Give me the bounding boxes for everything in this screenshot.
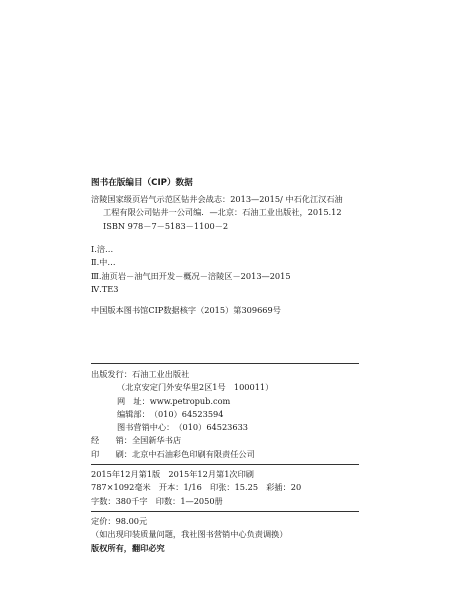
web-link[interactable]: www.petropub.com	[149, 395, 231, 406]
price-block	[91, 515, 381, 555]
cip-desc-line-1: 涪陵国家级页岩气示范区钻井会战志：2013—2015/ 中石化江汉石油	[91, 194, 343, 204]
distributor-row	[91, 434, 381, 447]
printer-row	[91, 448, 381, 461]
publisher-row	[91, 368, 381, 381]
distributor-value: 全国新华书店	[131, 435, 182, 446]
copyright-notice: 版权所有，翻印必究	[91, 542, 165, 553]
price-line: 定价：98.00元	[91, 516, 148, 526]
edition-line-3: 字数：380千字 印数：1—2050册	[91, 495, 223, 506]
cip-heading: 图书在版编目（CIP）数据	[91, 178, 193, 188]
publisher-web-row	[91, 395, 381, 408]
divider-middle	[91, 464, 359, 465]
cip-classification	[91, 243, 381, 296]
divider-bottom	[91, 511, 359, 512]
sales-label: 图书营销中心：	[117, 422, 175, 433]
printer-label: 印 刷：	[91, 448, 132, 459]
sales-phone: （010）64523633	[174, 422, 249, 433]
sales-row	[91, 421, 381, 434]
cip-class-line-2: Ⅱ.中…	[91, 257, 116, 268]
editor-row	[91, 408, 381, 421]
distributor-label: 经 销：	[91, 435, 132, 446]
cip-isbn: ISBN 978－7－5183－1100－2	[103, 220, 229, 231]
cip-class-line-1: Ⅰ.涪…	[91, 244, 114, 254]
edition-line-1: 2015年12月第1版 2015年12月第1次印刷	[91, 469, 254, 479]
publisher-block	[91, 368, 381, 461]
web-label: 网 址：	[117, 395, 150, 406]
cip-description	[91, 193, 381, 233]
publisher-label: 出版发行：	[91, 369, 132, 379]
publisher-name: 石油工业出版社	[131, 369, 190, 379]
publisher-address: （北京安定门外安华里2区1号 100011）	[117, 382, 274, 393]
quality-notice: （如出现印装质量问题，我社图书营销中心负责调换）	[91, 529, 288, 540]
cip-desc-line-2: 工程有限公司钻井一公司编．—北京：石油工业出版社，2015.12	[103, 207, 342, 218]
printer-value: 北京中石油彩色印刷有限责任公司	[131, 448, 255, 459]
edition-line-2: 787×1092毫米 开本：1/16 印张：15.25 彩插：20	[91, 482, 302, 493]
edition-block	[91, 468, 381, 508]
cip-class-line-4: Ⅳ.TE3	[91, 283, 119, 294]
divider-top	[91, 363, 359, 364]
cip-class-line-3: Ⅲ.油页岩－油气田开发－概况－涪陵区－2013—2015	[91, 270, 291, 281]
editor-label: 编辑部：	[117, 408, 150, 419]
editor-phone: （010）64523594	[149, 408, 224, 419]
cip-core-number: 中国版本图书馆CIP数据核字（2015）第309669号	[91, 305, 281, 315]
